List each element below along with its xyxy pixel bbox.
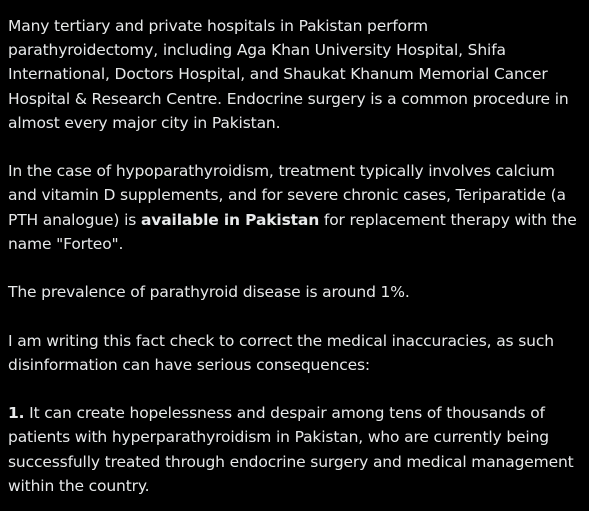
bold-phrase: available in Pakistan xyxy=(140,210,320,229)
paragraph-text: It can create hopelessness and despair among tens of thousands of patients with hyperparathyroidism in Pakistan, who are currently being successfully treated through endocrine surgery and medical management within the country. xyxy=(8,404,574,495)
paragraph-fact-check: I am writing this fact check to correct the medical inaccuracies, as such disinformation can have serious consequences: xyxy=(8,331,554,374)
list-number: 1. xyxy=(8,404,25,423)
paragraph-hypoparathyroidism xyxy=(8,159,579,256)
paragraph-point-1 xyxy=(8,401,579,498)
paragraph-text: In the case of hypoparathyroidism, treatment typically involves calcium and vitamin D supplements, and for severe chronic cases, Teriparatide (a PTH analogue) is xyxy=(8,162,566,229)
paragraph-text: for replacement therapy with the name "Forteo". xyxy=(8,210,577,253)
paragraph-prevalence: The prevalence of parathyroid disease is around 1%. xyxy=(8,283,410,302)
paragraph-hospitals: Many tertiary and private hospitals in Pakistan perform parathyroidectomy, including Aga Khan University Hospital, Shifa International, Doctors Hospital, and Shaukat Khanum Memorial Cancer Hospital & Research Centre. Endocrine surgery is a common procedure in almost every major city in Pakistan. xyxy=(8,17,569,132)
